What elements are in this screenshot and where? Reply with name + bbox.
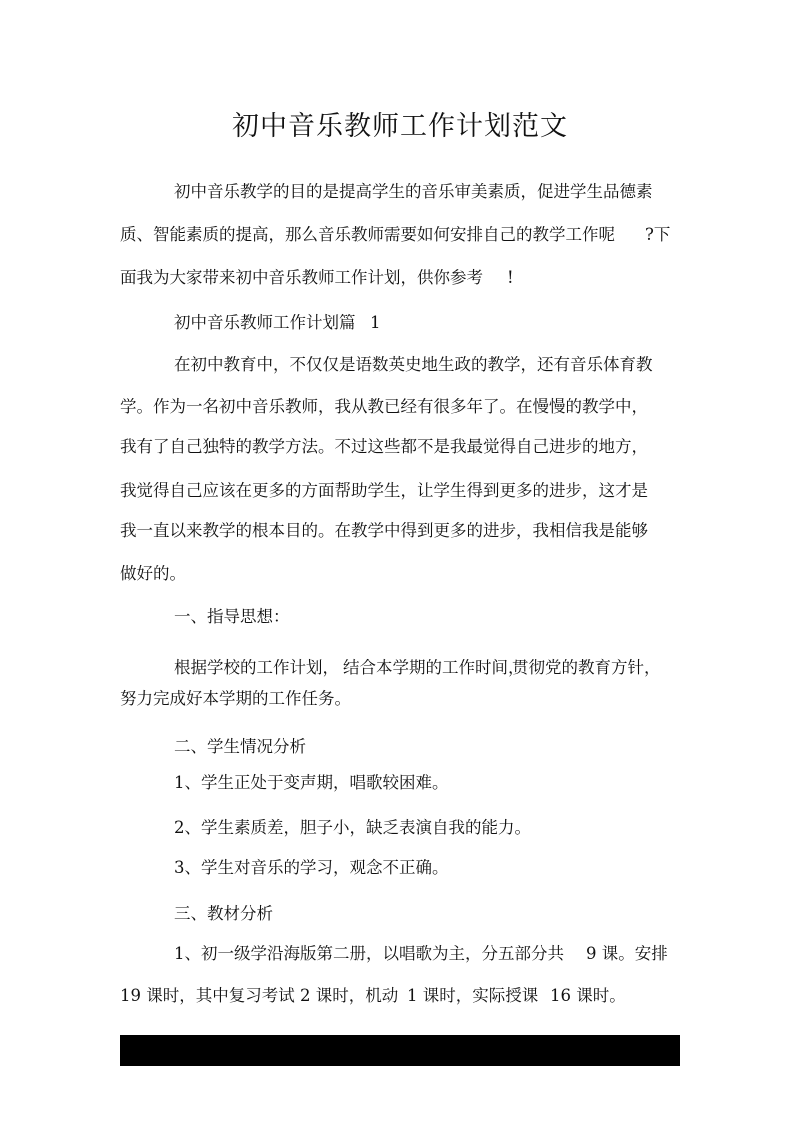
document-title: 初中音乐教师工作计划范文 (232, 111, 568, 142)
heading-textbook-analysis: 三、教材分析 (174, 904, 273, 923)
section-heading-plan-1-number: 1 (370, 313, 381, 332)
guiding-line-2: 努力完成好本学期的工作任务。 (120, 689, 351, 708)
textbook-line-2-b: 2 课时，机动 (300, 986, 399, 1005)
guiding-line-1-a: 根据学校的工作计划， (174, 658, 339, 677)
textbook-line-2-d: 16 课时。 (550, 986, 626, 1005)
student-item-2: 2、学生素质差，胆子小，缺乏表演自我的能力。 (174, 818, 531, 837)
guiding-line-1-c: 贯彻党的教育方针， (512, 658, 661, 677)
textbook-line-1-b: 9 课。安排 (586, 944, 668, 963)
body-line-3: 我有了自己独特的教学方法。不过这些都不是我最觉得自己进步的地方， (120, 437, 648, 456)
intro-line-2-tail: ?下 (645, 225, 671, 244)
guiding-line-1-b: 结合本学期的工作时间， (343, 658, 525, 677)
textbook-line-2-c: 1 课时，实际授课 (407, 986, 539, 1005)
intro-line-2: 质、智能素质的提高，那么音乐教师需要如何安排自己的教学工作呢 (120, 225, 615, 244)
heading-guiding-ideology: 一、指导思想： (174, 607, 290, 626)
body-line-1: 在初中教育中，不仅仅是语数英史地生政的教学，还有音乐体育教 (174, 355, 653, 374)
heading-student-analysis: 二、学生情况分析 (174, 737, 306, 756)
textbook-line-1-a: 1、初一级学沿海版第二册，以唱歌为主，分五部分共 (174, 944, 564, 963)
intro-line-1: 初中音乐教学的目的是提高学生的音乐审美素质，促进学生品德素 (174, 182, 653, 201)
student-item-3: 3、学生对音乐的学习，观念不正确。 (174, 858, 449, 877)
body-line-4: 我觉得自己应该在更多的方面帮助学生，让学生得到更多的进步，这才是 (120, 481, 648, 500)
intro-line-3: 面我为大家带来初中音乐教师工作计划，供你参考 (120, 268, 483, 287)
black-footer-bar (120, 1035, 680, 1066)
body-line-2: 学。作为一名初中音乐教师，我从教已经有很多年了。在慢慢的教学中， (120, 397, 648, 416)
student-item-1: 1、学生正处于变声期，唱歌较困难。 (174, 773, 449, 792)
body-line-6: 做好的。 (120, 564, 186, 583)
body-line-5: 我一直以来教学的根本目的。在教学中得到更多的进步，我相信我是能够 (120, 521, 648, 540)
textbook-line-2-a: 19 课时，其中复习考试 (120, 986, 295, 1005)
intro-line-3-tail: ! (507, 268, 514, 287)
section-heading-plan-1: 初中音乐教师工作计划篇 (174, 313, 356, 332)
